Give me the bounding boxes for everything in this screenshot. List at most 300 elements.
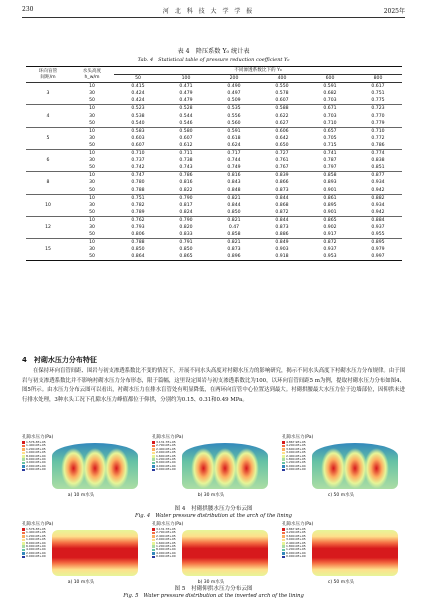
- legend-title: 孔隙水压力(Pa): [282, 435, 314, 440]
- legend-value: 1.200.0E+05: [286, 547, 306, 552]
- spacing-cell: [26, 142, 70, 150]
- lining-invert-shape: [182, 530, 268, 576]
- value-cell: 0.780: [131, 180, 145, 186]
- legend-swatch: [22, 532, 25, 535]
- legend-value: 1.000.0E+05: [26, 450, 46, 455]
- col-head-header: 水头高度 h_w/m: [70, 67, 114, 83]
- legend-value: 1.200.0E+05: [156, 457, 176, 462]
- value-cell: 0.872: [275, 209, 289, 215]
- head-cell: 50: [89, 142, 95, 148]
- legend-swatch: [282, 532, 285, 535]
- legend-value: 3.000.0E+05: [286, 450, 306, 455]
- value-cell: 0.901: [323, 187, 337, 193]
- value-cell: 0.490: [227, 84, 241, 90]
- table-row: [26, 135, 402, 142]
- group-header: 不同渗透系数比下的 Y₀: [114, 67, 402, 75]
- legend-swatch: [282, 535, 285, 538]
- legend-swatch: [22, 539, 25, 542]
- legend-swatch: [282, 539, 285, 542]
- value-cell: 0.618: [227, 135, 241, 141]
- fig4-panel: [22, 434, 140, 498]
- legend-swatch: [282, 452, 285, 455]
- value-cell: 0.540: [131, 120, 145, 126]
- legend-swatch: [152, 462, 155, 465]
- head-cell: 30: [89, 202, 95, 208]
- lining-arch-shape: [312, 443, 398, 489]
- legend-swatch: [152, 458, 155, 461]
- legend-swatch: [282, 545, 285, 548]
- value-cell: 0.710: [323, 120, 337, 126]
- lining-invert-shape: [312, 530, 398, 576]
- value-cell: 0.671: [306, 105, 354, 113]
- legend-title: 孔隙水压力(Pa): [22, 435, 54, 440]
- head-cell: 30: [89, 135, 95, 141]
- head-cell: 30: [89, 224, 95, 230]
- value-cell: 0.786: [162, 172, 210, 180]
- value-cell: 0.607: [275, 98, 289, 104]
- value-cell: 0.744: [227, 158, 241, 164]
- value-cell: 0.550: [275, 84, 289, 90]
- value-cell: 0.710: [354, 127, 402, 135]
- value-cell: 0.607: [131, 142, 145, 148]
- head-cell: 30: [89, 91, 95, 97]
- legend-value: 4.000.0E+04: [156, 550, 176, 555]
- table-row: [26, 224, 402, 231]
- value-cell: 0.821: [210, 239, 258, 247]
- table-row: [26, 179, 402, 186]
- legend-swatch: [282, 455, 285, 458]
- legend-swatch: [152, 535, 155, 538]
- legend-swatch: [22, 556, 25, 559]
- legend-swatch: [282, 462, 285, 465]
- head-cell: 30: [89, 180, 95, 186]
- value-cell: 0.896: [210, 253, 258, 261]
- legend-title: 孔隙水压力(Pa): [22, 522, 54, 527]
- spacing-cell: [26, 253, 70, 261]
- table-title-en: Tab. 4 Statistical table of pressure reduction coefficient Y₀: [137, 57, 290, 63]
- value-cell: 0.751: [371, 91, 385, 97]
- value-cell: 0.901: [323, 209, 337, 215]
- spacing-cell: 3: [46, 91, 50, 97]
- value-cell: 0.546: [179, 120, 193, 126]
- table-row: [26, 113, 402, 120]
- head-cell: 50: [89, 232, 95, 238]
- value-cell: 0.937: [371, 224, 385, 230]
- legend-value: 0.000.0E+00: [286, 467, 306, 472]
- legend-swatch: [22, 455, 25, 458]
- value-cell: 0.955: [371, 232, 385, 238]
- value-cell: 0.779: [371, 120, 385, 126]
- fig5-panel: [152, 521, 270, 585]
- year: 2025年: [383, 8, 405, 15]
- col-spacing-header: 环向盲管 间距/m: [26, 67, 70, 83]
- value-cell: 0.849: [258, 239, 306, 247]
- legend-value: 4.000.0E+04: [156, 463, 176, 468]
- legend-swatch: [152, 556, 155, 559]
- legend-value: 2.400.0E+05: [156, 533, 176, 538]
- value-cell: 0.523: [114, 105, 162, 113]
- value-cell: 0.738: [179, 158, 193, 164]
- value-cell: 0.861: [306, 194, 354, 202]
- head-cell: 10: [70, 127, 114, 135]
- value-cell: 0.844: [227, 202, 241, 208]
- legend-value: 4.000.0E+04: [26, 460, 46, 465]
- value-cell: 0.937: [323, 247, 337, 253]
- value-cell: 0.895: [354, 239, 402, 247]
- legend-value: 2.000.0E+05: [156, 450, 176, 455]
- value-cell: 0.868: [275, 202, 289, 208]
- legend-swatch: [282, 552, 285, 555]
- legend-value: 0.000.0E+00: [26, 467, 46, 472]
- legend-value: 4.867.9E+05: [286, 527, 306, 531]
- value-cell: 0.833: [179, 232, 193, 238]
- value-cell: 0.737: [131, 158, 145, 164]
- legend-swatch: [22, 545, 25, 548]
- legend-value: 0.000.0E+00: [26, 554, 46, 559]
- value-cell: 0.942: [371, 209, 385, 215]
- value-cell: 0.838: [371, 158, 385, 164]
- legend-swatch: [22, 448, 25, 451]
- figure-5: [22, 521, 405, 587]
- spacing-cell: 12: [45, 224, 51, 230]
- table-title: 表 4 降压系数 Y₀ 统计表: [177, 48, 250, 55]
- value-cell: 0.717: [210, 150, 258, 158]
- spacing-cell: [26, 194, 70, 202]
- value-cell: 0.742: [131, 165, 145, 171]
- value-cell: 0.786: [371, 142, 385, 148]
- legend-value: 3.600.0E+05: [286, 533, 306, 538]
- section-heading: 4 衬砌水压力分布特征: [22, 356, 97, 364]
- value-cell: 0.851: [371, 165, 385, 171]
- color-legend: [22, 441, 52, 472]
- value-cell: 0.743: [179, 165, 193, 171]
- legend-value: 1.800.0E+05: [286, 457, 306, 462]
- contour-plot: [22, 528, 140, 578]
- value-cell: 0.560: [227, 120, 241, 126]
- legend-title: 孔隙水压力(Pa): [282, 522, 314, 527]
- head-cell: 10: [70, 194, 114, 202]
- value-cell: 0.850: [227, 209, 241, 215]
- value-cell: 0.603: [131, 135, 145, 141]
- legend-value: 1.400.0E+05: [26, 443, 46, 448]
- value-cell: 0.556: [227, 113, 241, 119]
- value-cell: 0.606: [258, 127, 306, 135]
- value-cell: 0.979: [371, 247, 385, 253]
- value-cell: 0.789: [131, 209, 145, 215]
- value-cell: 0.617: [371, 84, 385, 90]
- value-cell: 0.843: [227, 180, 241, 186]
- legend-swatch: [22, 469, 25, 472]
- table-row: [26, 172, 402, 180]
- table-row: [26, 127, 402, 135]
- legend-value: 6.000.0E+04: [286, 550, 306, 555]
- legend-value: 3.131.7E+05: [156, 527, 176, 531]
- value-cell: 0.538: [131, 113, 145, 119]
- value-cell: 0.902: [323, 224, 337, 230]
- legend-swatch: [22, 445, 25, 448]
- legend-swatch: [152, 532, 155, 535]
- legend-value: 3.131.7E+05: [156, 440, 176, 444]
- legend-value: 1.400.0E+05: [26, 530, 46, 535]
- value-cell: 0.588: [258, 105, 306, 113]
- legend-value: 1.200.0E+05: [26, 446, 46, 451]
- value-cell: 0.710: [114, 150, 162, 158]
- lining-invert-shape: [52, 530, 138, 576]
- legend-value: 1.200.0E+05: [26, 533, 46, 538]
- legend-value: 0.000.0E+00: [156, 554, 176, 559]
- ratio-header: 50: [114, 75, 162, 83]
- head-cell: 30: [89, 158, 95, 164]
- value-cell: 0.934: [371, 202, 385, 208]
- spacing-cell: [26, 231, 70, 239]
- legend-swatch: [152, 545, 155, 548]
- legend-swatch: [22, 465, 25, 468]
- legend-title: 孔隙水压力(Pa): [152, 435, 184, 440]
- panel-label: c) 50 m水头: [327, 493, 355, 498]
- spacing-cell: [26, 127, 70, 135]
- value-cell: 0.839: [258, 172, 306, 180]
- value-cell: 0.882: [354, 194, 402, 202]
- panel-label: a) 10 m水头: [67, 493, 95, 498]
- legend-value: 1.000.0E+05: [26, 537, 46, 542]
- value-cell: 0.865: [162, 253, 210, 261]
- lining-arch-shape: [52, 443, 138, 489]
- head-cell: 50: [89, 120, 95, 126]
- color-legend: [152, 441, 182, 472]
- value-cell: 0.893: [323, 180, 337, 186]
- legend-swatch: [152, 549, 155, 552]
- value-cell: 0.873: [227, 247, 241, 253]
- value-cell: 0.866: [275, 180, 289, 186]
- contour-plot: [22, 441, 140, 491]
- ratio-header: 100: [162, 75, 210, 83]
- value-cell: 0.850: [131, 247, 145, 253]
- legend-value: 1.200.0E+05: [286, 460, 306, 465]
- value-cell: 0.884: [354, 216, 402, 224]
- value-cell: 0.727: [258, 150, 306, 158]
- spacing-cell: 6: [46, 158, 50, 164]
- value-cell: 0.479: [179, 91, 193, 97]
- fig4-panel: [282, 434, 400, 498]
- contour-plot: [152, 528, 270, 578]
- value-cell: 0.747: [114, 172, 162, 180]
- value-cell: 0.591: [210, 127, 258, 135]
- ratio-header: 800: [354, 75, 402, 83]
- value-cell: 0.895: [323, 202, 337, 208]
- legend-swatch: [22, 462, 25, 465]
- running-header: [22, 6, 405, 16]
- color-legend: [282, 441, 312, 472]
- value-cell: 0.471: [179, 84, 193, 90]
- legend-value: 2.000.0E+05: [156, 537, 176, 542]
- fig4-panel: [152, 434, 270, 498]
- value-cell: 0.806: [131, 232, 145, 238]
- spacing-cell: [26, 105, 70, 113]
- header-rule: [22, 17, 405, 18]
- table-row: [26, 231, 402, 239]
- spacing-cell: [26, 150, 70, 158]
- table-row: [26, 164, 402, 172]
- legend-value: 1.200.0E+05: [156, 544, 176, 549]
- color-legend: [282, 528, 312, 559]
- fig5-caption: 图 5 衬砌仰拱水压力分布云图: [174, 586, 253, 592]
- table-row: [26, 194, 402, 202]
- ratio-header: 600: [306, 75, 354, 83]
- legend-value: 1.600.0E+05: [156, 453, 176, 458]
- legend-value: 3.000.0E+05: [286, 537, 306, 542]
- legend-swatch: [282, 465, 285, 468]
- value-cell: 0.612: [179, 142, 193, 148]
- legend-swatch: [152, 552, 155, 555]
- value-cell: 0.580: [162, 127, 210, 135]
- head-cell: 50: [89, 98, 95, 104]
- contour-plot: [282, 441, 400, 491]
- value-cell: 0.607: [179, 135, 193, 141]
- ratio-header: 400: [258, 75, 306, 83]
- fig4-caption: 图 4 衬砌拱腰水压力分布云图: [174, 506, 253, 512]
- spacing-cell: [26, 187, 70, 195]
- value-cell: 0.751: [114, 194, 162, 202]
- value-cell: 0.497: [227, 91, 241, 97]
- table-row: [26, 239, 402, 247]
- table-row: [26, 90, 402, 97]
- value-cell: 0.858: [227, 232, 241, 238]
- legend-swatch: [152, 542, 155, 545]
- head-cell: 10: [70, 172, 114, 180]
- legend-value: 6.000.0E+04: [26, 544, 46, 549]
- spacing-cell: [26, 209, 70, 217]
- legend-value: 4.200.0E+05: [286, 530, 306, 535]
- head-cell: 10: [70, 216, 114, 224]
- value-cell: 0.774: [354, 150, 402, 158]
- legend-value: 8.000.0E+04: [156, 460, 176, 465]
- value-cell: 0.703: [323, 98, 337, 104]
- head-cell: 30: [89, 247, 95, 253]
- value-cell: 0.953: [306, 253, 354, 261]
- value-cell: 0.479: [179, 98, 193, 104]
- fig5-panel: [22, 521, 140, 585]
- value-cell: 0.642: [275, 135, 289, 141]
- value-cell: 0.749: [227, 165, 241, 171]
- spacing-cell: [26, 83, 70, 91]
- legend-swatch: [282, 458, 285, 461]
- head-cell: 10: [70, 105, 114, 113]
- legend-swatch: [282, 528, 285, 531]
- panel-label: c) 50 m水头: [327, 580, 355, 585]
- table-row: [26, 187, 402, 195]
- value-cell: 0.816: [179, 180, 193, 186]
- head-cell: 50: [89, 165, 95, 171]
- legend-value: 2.790.0E+05: [156, 530, 176, 535]
- spacing-cell: [26, 97, 70, 105]
- value-cell: 0.424: [131, 91, 145, 97]
- legend-swatch: [282, 441, 285, 444]
- legend-value: 2.400.0E+05: [286, 540, 306, 545]
- legend-value: 2.000.0E+04: [26, 463, 46, 468]
- value-cell: 0.535: [210, 105, 258, 113]
- legend-swatch: [152, 448, 155, 451]
- value-cell: 0.782: [131, 202, 145, 208]
- contour-plot: [152, 441, 270, 491]
- value-cell: 0.657: [306, 127, 354, 135]
- value-cell: 0.797: [323, 165, 337, 171]
- legend-value: 4.200.0E+05: [286, 443, 306, 448]
- value-cell: 0.821: [210, 194, 258, 202]
- value-cell: 0.850: [179, 247, 193, 253]
- value-cell: 0.761: [275, 158, 289, 164]
- legend-value: 2.000.0E+04: [26, 550, 46, 555]
- value-cell: 0.415: [131, 84, 145, 90]
- value-cell: 0.627: [275, 120, 289, 126]
- value-cell: 0.790: [162, 194, 210, 202]
- value-cell: 0.873: [275, 224, 289, 230]
- legend-swatch: [152, 528, 155, 531]
- table-row: [26, 253, 402, 261]
- legend-swatch: [152, 455, 155, 458]
- pressure-reduction-table: [26, 66, 402, 261]
- fig5-panel: [282, 521, 400, 585]
- legend-value: 1.600.0E+05: [156, 540, 176, 545]
- head-cell: 10: [70, 150, 114, 158]
- value-cell: 0.848: [227, 187, 241, 193]
- value-cell: 0.578: [275, 91, 289, 97]
- value-cell: 0.509: [227, 98, 241, 104]
- head-cell: 10: [89, 84, 95, 90]
- journal-name: 河 北 科 技 大 学 学 报: [162, 8, 255, 15]
- value-cell: 0.788: [114, 239, 162, 247]
- legend-value: 0.000.0E+00: [156, 467, 176, 472]
- table-row: [26, 105, 402, 113]
- value-cell: 0.650: [275, 142, 289, 148]
- table-row: [26, 83, 402, 91]
- spacing-cell: [26, 164, 70, 172]
- legend-swatch: [22, 535, 25, 538]
- value-cell: 0.591: [323, 84, 337, 90]
- legend-swatch: [22, 452, 25, 455]
- legend-swatch: [22, 441, 25, 444]
- value-cell: 0.844: [258, 216, 306, 224]
- spacing-cell: 10: [45, 202, 51, 208]
- color-legend: [22, 528, 52, 559]
- legend-title: 孔隙水压力(Pa): [152, 522, 184, 527]
- panel-label: b) 30 m水头: [197, 493, 225, 498]
- head-cell: 30: [89, 113, 95, 119]
- legend-value: 8.000.0E+04: [156, 547, 176, 552]
- legend-swatch: [282, 542, 285, 545]
- value-cell: 0.770: [371, 113, 385, 119]
- value-cell: 0.886: [275, 232, 289, 238]
- legend-swatch: [282, 556, 285, 559]
- contour-plot: [282, 528, 400, 578]
- value-cell: 0.873: [275, 187, 289, 193]
- value-cell: 0.47: [228, 224, 240, 230]
- value-cell: 0.817: [179, 202, 193, 208]
- head-cell: 10: [70, 239, 114, 247]
- legend-swatch: [152, 445, 155, 448]
- legend-swatch: [22, 549, 25, 552]
- head-cell: 50: [89, 209, 95, 215]
- table-row: [26, 142, 402, 150]
- table-row: [26, 150, 402, 158]
- table-row: [26, 209, 402, 217]
- legend-value: 4.867.9E+05: [286, 440, 306, 444]
- value-cell: 0.528: [162, 105, 210, 113]
- ratio-header: 200: [210, 75, 258, 83]
- legend-swatch: [152, 441, 155, 444]
- value-cell: 0.715: [323, 142, 337, 148]
- value-cell: 0.918: [258, 253, 306, 261]
- value-cell: 0.816: [210, 172, 258, 180]
